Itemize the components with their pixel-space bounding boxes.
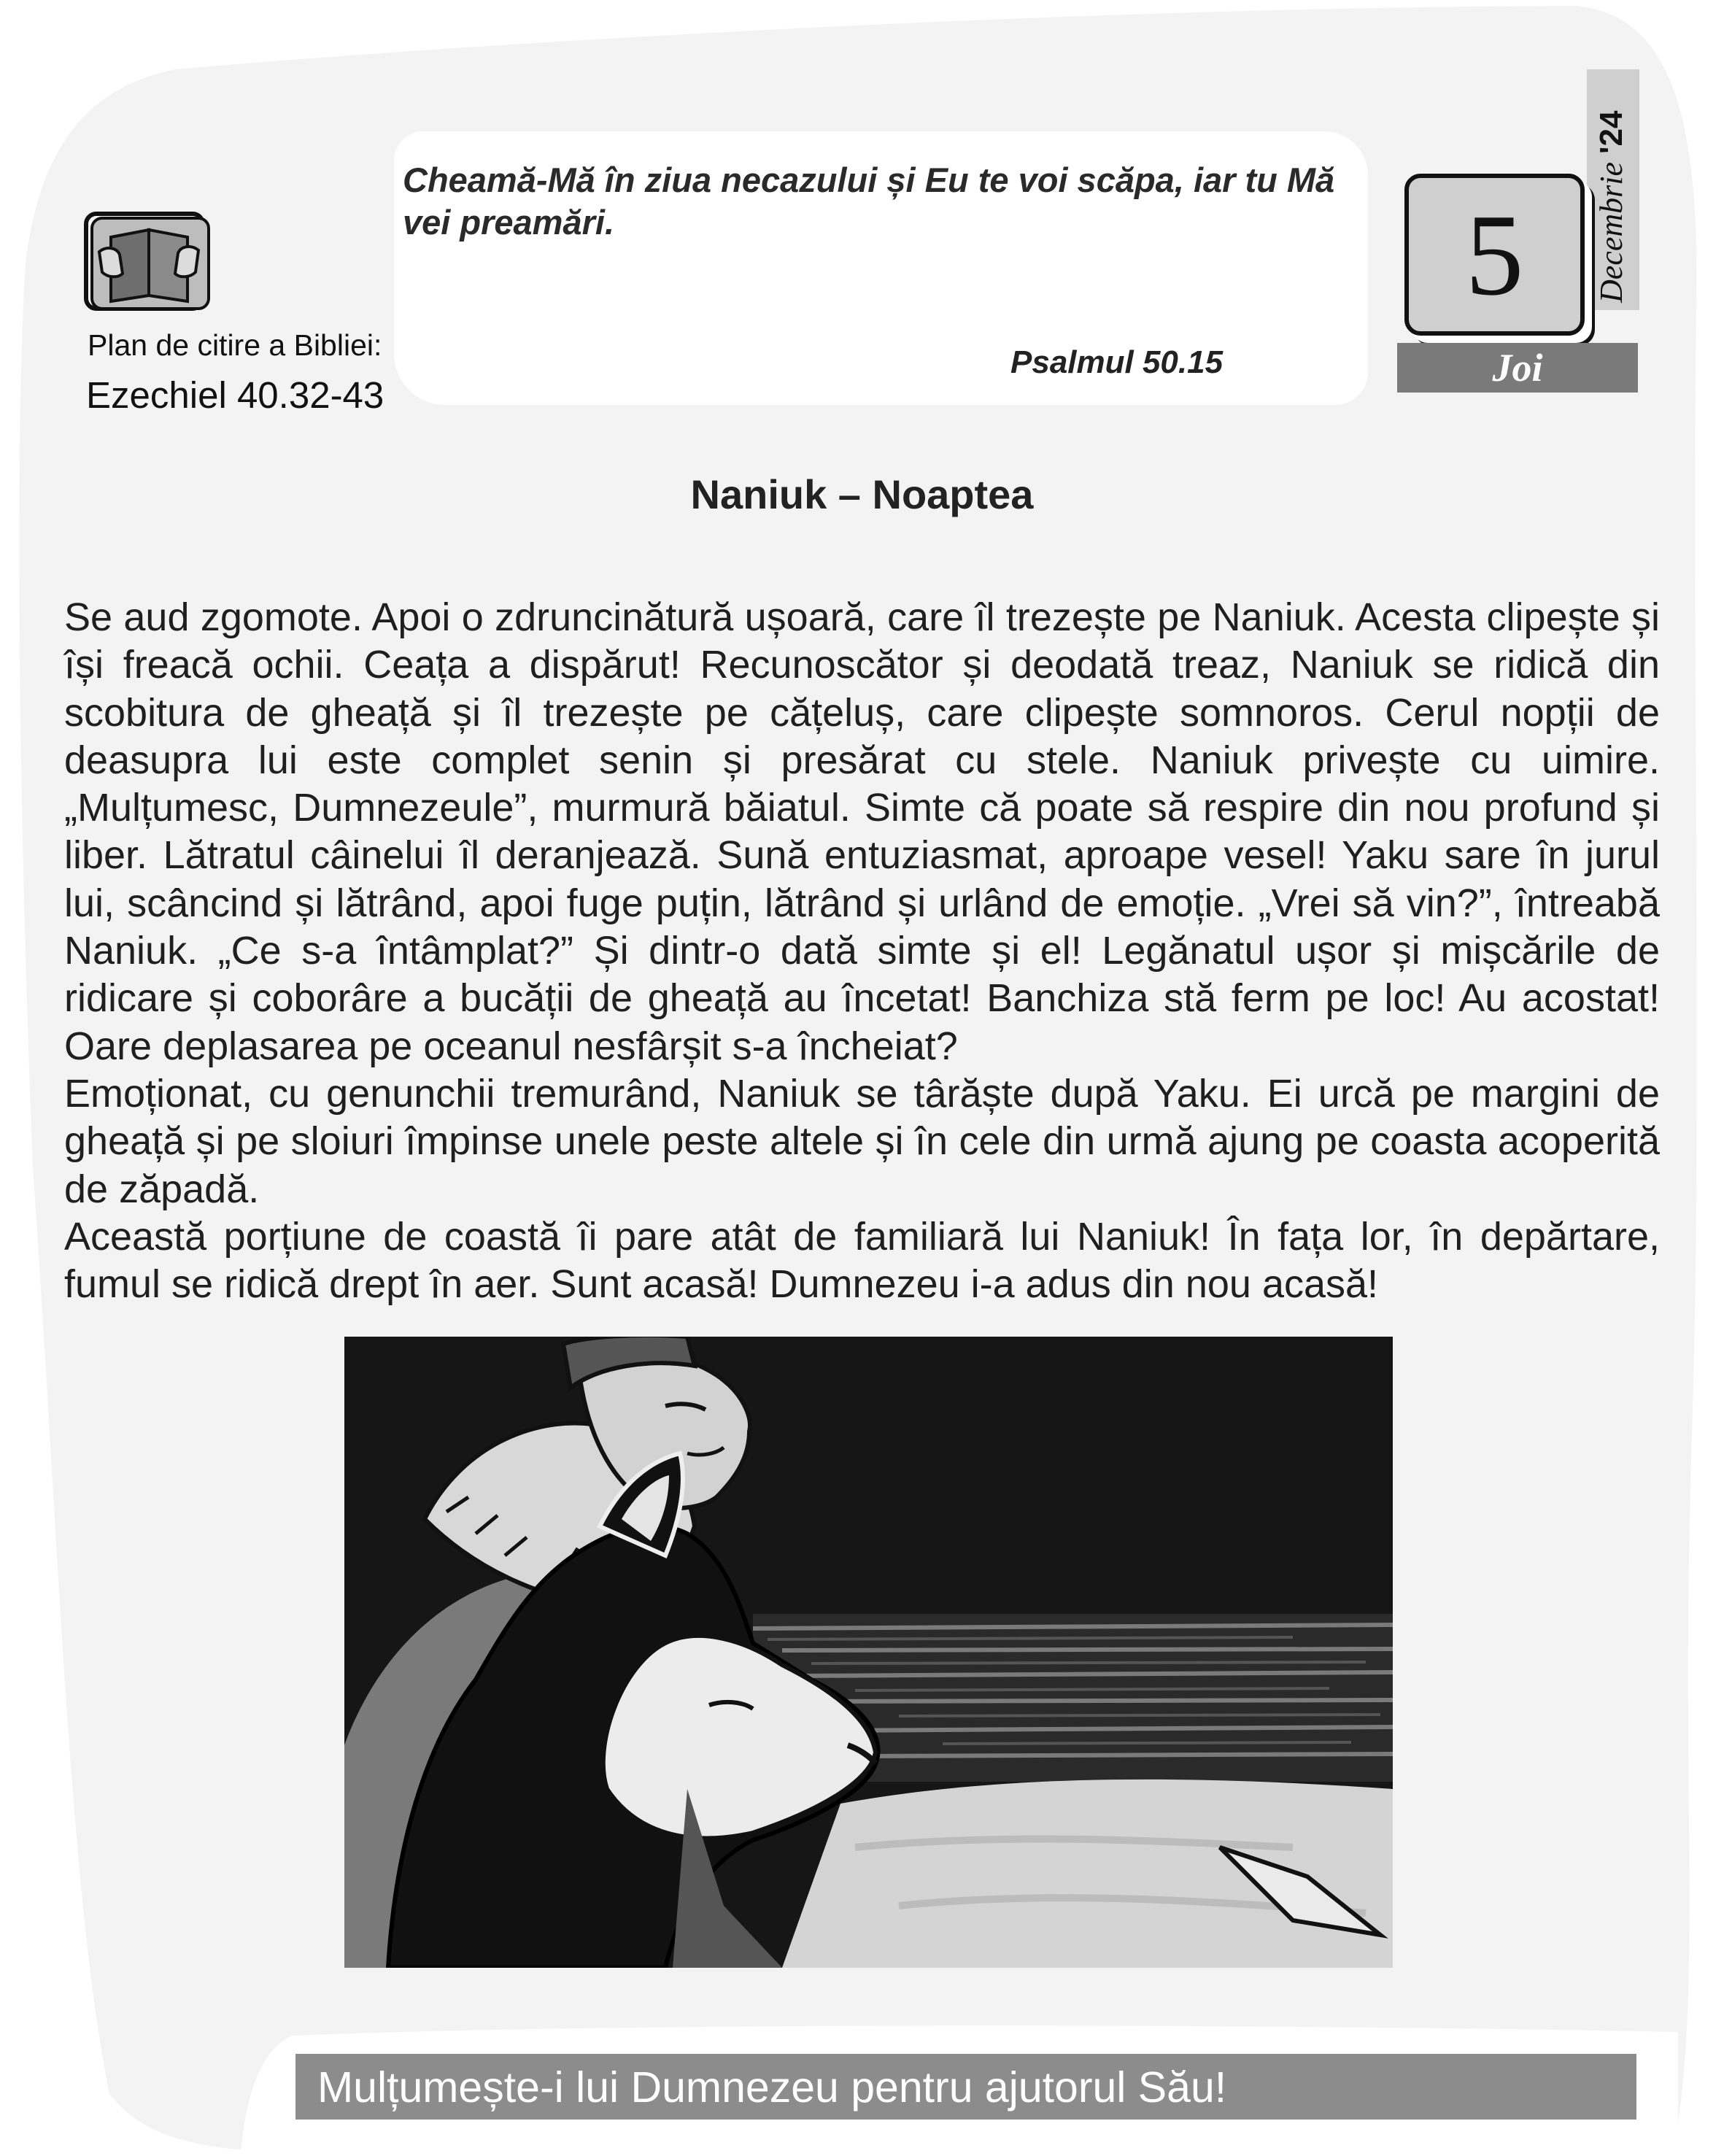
- story-paragraph: Emoționat, cu genunchii tremurând, Naniuk se târăște după Yaku. Ei urcă pe margini de gheață și pe sloiuri împinse unele peste altele și în cele din urmă ajung pe coasta acoperită de zăpadă.: [64, 1071, 1660, 1211]
- weekday-label: Joi: [1397, 343, 1638, 393]
- story-title: Naniuk – Noaptea: [690, 471, 1034, 517]
- date-card: [1404, 174, 1585, 336]
- closing-message: Mulțumește-i lui Dumnezeu pentru ajutorul Său!: [317, 2063, 1227, 2111]
- open-bible-hands-icon: [82, 208, 217, 314]
- story-paragraph: Această porțiune de coastă îi pare atât de familiară lui Naniuk! În fața lor, în depărtare, fumul se ridică drept în aer. Sunt acasă! Dumnezeu i-a adus din nou acasă!: [64, 1214, 1660, 1307]
- verse-text: Cheamă-Mă în ziua necazului și Eu te voi scăpa, iar tu Mă vei preamări.: [403, 161, 1335, 242]
- month-year-label: [1593, 111, 1630, 303]
- verse-reference: Psalmul 50.15: [1010, 344, 1224, 380]
- reading-plan-label: Plan de citire a Bibliei:: [88, 328, 382, 362]
- story-body: [64, 594, 1660, 1308]
- story-paragraph: Se aud zgomote. Apoi o zdruncinătură ușoară, care îl trezește pe Naniuk. Acesta clipește și își freacă ochii. Ceața a dispărut! Recunoscător și deodată treaz, Naniuk se ridică din scobitura de gheață și îl trezește pe cățeluș, care clipește somnoros. Cerul nopții de deasupra lui este complet senin și presărat cu stele. Naniuk privește cu uimire. „Mulțumesc, Dumnezeule”, murmură băiatul. Simte că poate să respire din nou profund și liber. Lătratul câinelui îl deranjează. Sună entuziasmat, aproape vesel! Yaku sare în jurul lui, scâncind și lătrând, apoi fuge puțin, lătrând și urlând de emoție. „Vrei să vin?”, întreabă Naniuk. „Ce s-a întâmplat?” Și dintr-o dată simte și el! Legănatul ușor și mișcările de ridicare și coborâre a bucății de gheață au încetat! Banchiza stă ferm pe loc! Au acostat! Oare deplasarea pe oceanul nesfârșit s-a încheiat?: [64, 595, 1660, 1068]
- year-label: '24: [1593, 110, 1629, 154]
- month-label: Decembrie: [1593, 161, 1629, 303]
- day-number: 5: [1465, 190, 1524, 320]
- boy-and-husky-illustration: [344, 1337, 1393, 1968]
- reading-plan-reference: Ezechiel 40.32-43: [86, 374, 384, 416]
